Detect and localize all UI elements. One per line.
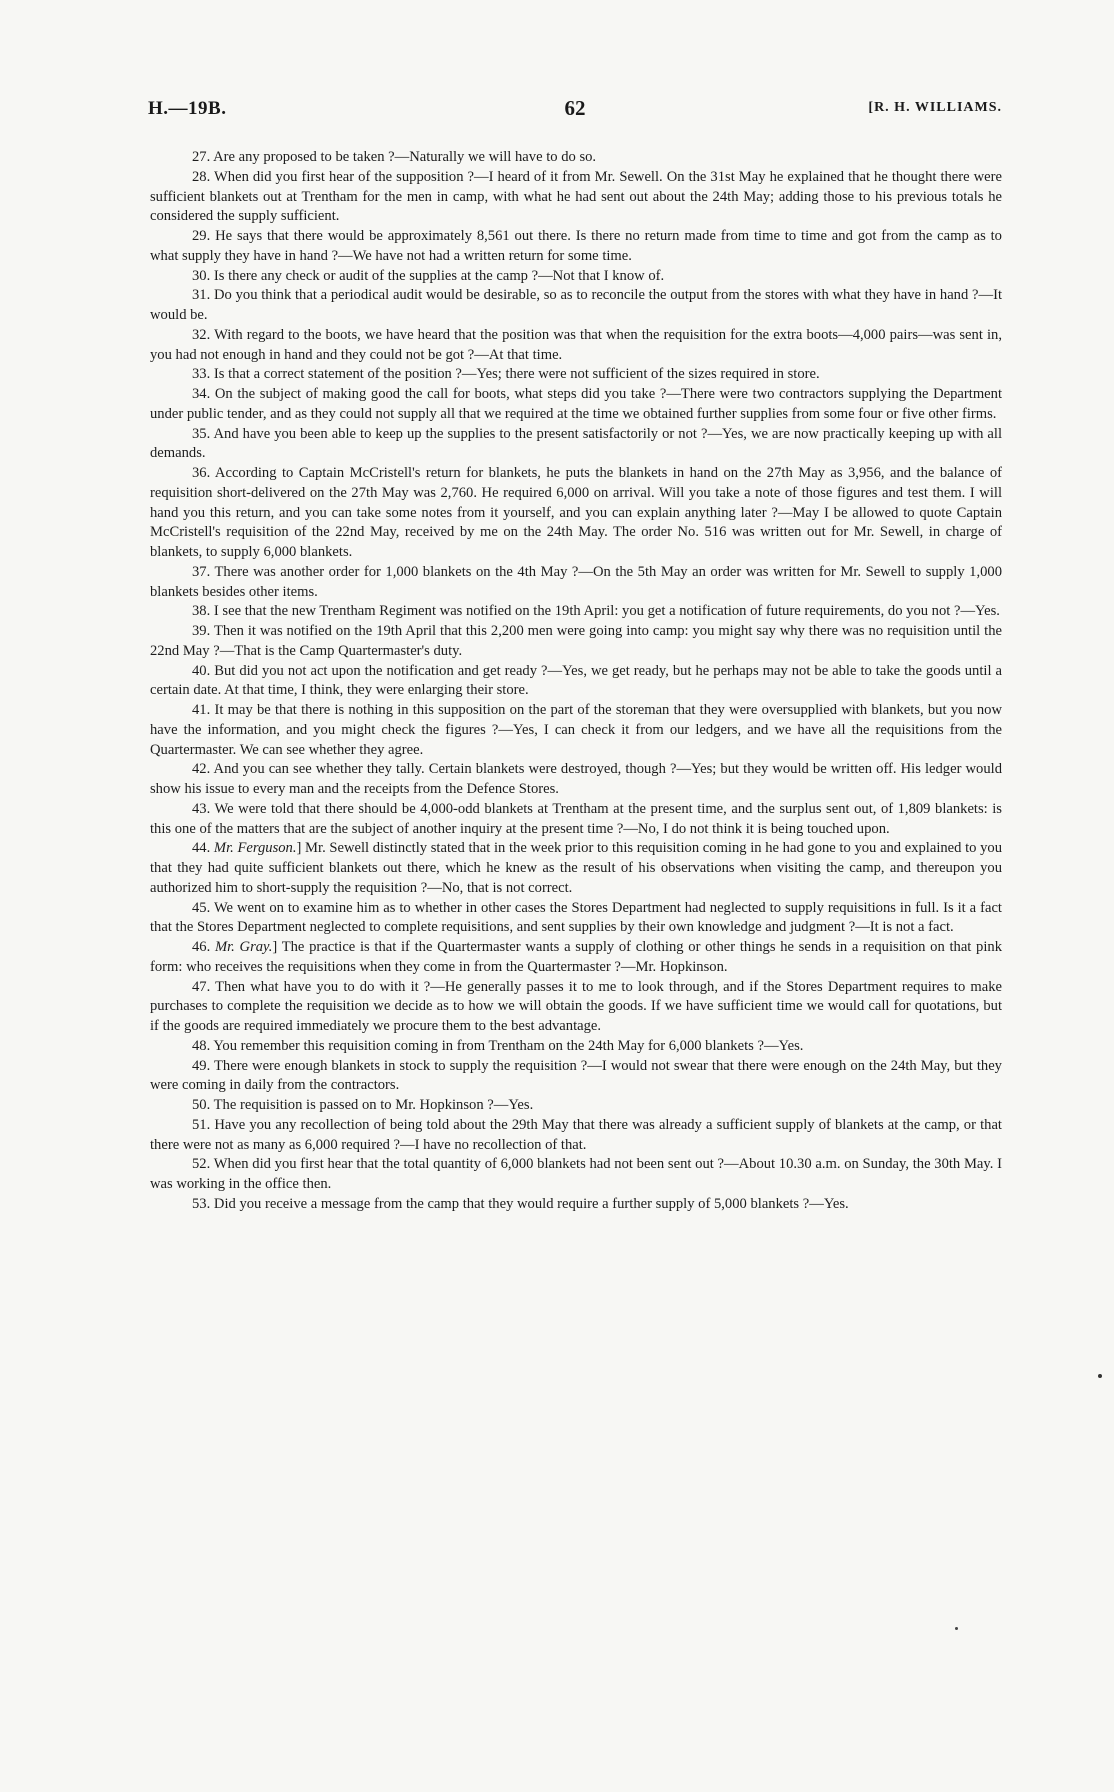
- question-number: 31.: [192, 287, 211, 304]
- question-paragraph: [150, 662, 1002, 702]
- question-text: When did you first hear that the total quantity of 6,000 blankets had not been sent out ?—About 10.30 a.m. on Sunday, the 30th May. I was working in the office then.: [150, 1156, 1002, 1192]
- question-number: 30.: [192, 267, 211, 284]
- question-text: Then it was notified on the 19th April that this 2,200 men were going into camp: you might say why there was no requisition until the 22nd May ?—That is the Camp Quartermaster's duty.: [150, 623, 1002, 659]
- question-paragraph: [150, 148, 1002, 168]
- question-number: 43.: [192, 800, 211, 817]
- page-number: 62: [564, 96, 586, 120]
- question-number: 39.: [192, 623, 211, 639]
- question-text: Is that a correct statement of the position ?—Yes; there were not sufficient of the sizes required in store.: [213, 366, 820, 383]
- question-number: 51.: [192, 1116, 211, 1133]
- question-text: On the subject of making good the call for boots, what steps did you take ?—There were two contractors supplying the Department under public tender, and as they could not supply all that we required at the time we obtained further supplies from some four or five other firms.: [150, 386, 1002, 422]
- report-code: H.—19B.: [148, 98, 227, 119]
- question-paragraph: [150, 365, 1002, 385]
- question-text: You remember this requisition coming in from Trentham on the 24th May for 6,000 blankets ?—Yes.: [213, 1037, 804, 1054]
- question-paragraph: [150, 1155, 1002, 1195]
- question-paragraph: [150, 1057, 1002, 1097]
- question-number: 52.: [192, 1156, 211, 1173]
- question-text: Have you any recollection of being told about the 29th May that there was already a sufficient supply of blankets at the camp, or that there were not as many as 6,000 required ?—I have no recollection of that.: [150, 1116, 1002, 1153]
- question-paragraph: [150, 326, 1002, 366]
- question-number: 44.: [192, 840, 211, 857]
- question-text: We were told that there should be 4,000-odd blankets at Trentham at the present time, and the surplus sent out, of 1,809 blankets: is this one of the matters that are the subject of another inquiry at the present time ?—No, I do not think it is being touched upon.: [150, 800, 1002, 837]
- question-number: 28.: [192, 168, 211, 185]
- question-paragraph: [150, 701, 1002, 760]
- question-number: 48.: [192, 1037, 211, 1054]
- question-number: 41.: [192, 702, 211, 718]
- question-text: And you can see whether they tally. Certain blankets were destroyed, though ?—Yes; but they would be written off. His ledger would show his issue to every man and the receipts from the Defence Stores.: [150, 761, 1003, 797]
- question-paragraph: [150, 168, 1002, 227]
- question-text: It may be that there is nothing in this supposition on the part of the storeman that they were oversupplied with blankets, but you now have the information, and you might check the figures ?—Yes, I can check it from our ledgers, and we have all the requisitions from the Quartermaster. We can see whether they agree.: [150, 702, 1003, 758]
- question-paragraph: [150, 622, 1002, 662]
- question-paragraph: [150, 839, 1002, 898]
- question-paragraph: [150, 800, 1002, 840]
- question-paragraph: [150, 1096, 1002, 1116]
- question-text: With regard to the boots, we have heard that the position was that when the requisition for the extra boots—4,000 pairs—was sent in, you had not enough in hand and they could not be got ?—At that time.: [150, 326, 1002, 363]
- question-number: 53.: [192, 1195, 211, 1212]
- question-paragraph: [150, 385, 1002, 425]
- print-speck: [1098, 1374, 1102, 1378]
- question-text: He says that there would be approximately 8,561 out there. Is there no return made from time to time and got from the camp as to what supply they have in hand ?—We have not had a written return for some time.: [150, 228, 1002, 264]
- question-paragraph: [150, 1195, 1002, 1215]
- question-text: Is there any check or audit of the supplies at the camp ?—Not that I know of.: [213, 267, 665, 284]
- question-number: 45.: [192, 899, 211, 916]
- question-text: But did you not act upon the notification and get ready ?—Yes, we get ready, but he perhaps may not be able to take the goods until a certain date. At that time, I think, they were enlarging their store.: [150, 662, 1002, 699]
- question-number: 36.: [192, 465, 211, 481]
- question-paragraph: [150, 1116, 1002, 1156]
- question-paragraph: [150, 563, 1002, 603]
- question-text: There was another order for 1,000 blankets on the 4th May ?—On the 5th May an order was written for Mr. Sewell to supply 1,000 blankets besides other items.: [150, 563, 1002, 600]
- question-paragraph: [150, 425, 1002, 465]
- question-paragraph: [150, 286, 1002, 326]
- question-paragraph: [150, 227, 1002, 267]
- question-number: 49.: [192, 1057, 211, 1074]
- question-number: 27.: [192, 149, 211, 165]
- question-number: 35.: [192, 425, 211, 442]
- question-paragraph: [150, 760, 1002, 800]
- question-number: 29.: [192, 228, 211, 244]
- question-number: 33.: [192, 366, 211, 383]
- speaker-label: Mr. Ferguson.]: [213, 840, 302, 857]
- question-paragraph: [150, 464, 1002, 563]
- question-number: 50.: [192, 1097, 211, 1113]
- question-number: 34.: [192, 386, 211, 402]
- question-paragraph: [150, 267, 1002, 287]
- question-text: Then what have you to do with it ?—He generally passes it to me to look through, and if the Stores Department requires to make purchases to complete the requisition we decide as to how we will obtain the goods. If we have sufficient time we would call for quotations, but if the goods are required immediately we procure them to the best advantage.: [150, 978, 1002, 1034]
- speaker-label: Mr. Gray.]: [214, 939, 278, 955]
- question-paragraph: [150, 1037, 1002, 1057]
- question-paragraph: [150, 899, 1002, 939]
- question-text: The practice is that if the Quartermaster wants a supply of clothing or other things he sends in a requisition on that pink form: who receives the requisitions when they come in from the Quartermaster ?—Mr. Hopkinson.: [150, 939, 1002, 975]
- testimony-body: [150, 148, 1002, 1215]
- page-header: [148, 98, 1002, 132]
- question-text: Are any proposed to be taken ?—Naturally we will have to do so.: [213, 149, 597, 165]
- question-number: 46.: [192, 939, 211, 955]
- question-text: According to Captain McCristell's return for blankets, he puts the blankets in hand on the 27th May as 3,956, and the balance of requisition short-delivered on the 27th May was 2,760. He required 6,000 on arrival. Will you take a note of those figures and test them. I will hand you this return, and you can take some notes from it yourself, and you can explain anything later ?—May I be allowed to quote Captain McCristell's requisition of the 22nd May, received by me on the 24th May. The order No. 516 was written out for Mr. Sewell, in charge of blankets, to supply 6,000 blankets.: [150, 465, 1003, 560]
- print-speck: [955, 1627, 958, 1630]
- question-text: Did you receive a message from the camp that they would require a further supply of 5,000 blankets ?—Yes.: [213, 1195, 849, 1212]
- question-text: I see that the new Trentham Regiment was notified on the 19th April: you get a notification of future requirements, do you not ?—Yes.: [213, 603, 1000, 620]
- question-paragraph: [150, 602, 1002, 622]
- question-text: And have you been able to keep up the supplies to the present satisfactorily or not ?—Yes, we are now practically keeping up with all demands.: [150, 425, 1003, 462]
- question-text: There were enough blankets in stock to supply the requisition ?—I would not swear that there were enough on the 24th May, but they were coming in daily from the contractors.: [150, 1057, 1002, 1094]
- question-number: 42.: [192, 761, 211, 778]
- question-text: We went on to examine him as to whether in other cases the Stores Department had neglected to supply requisitions in full. Is it a fact that the Stores Department neglected to complete requisitions, and sent supplies by their own knowledge and judgment ?—It is not a fact.: [150, 899, 1002, 936]
- question-paragraph: [150, 978, 1002, 1037]
- question-number: 47.: [192, 978, 211, 995]
- witness-name: [R. H. WILLIAMS.: [868, 100, 1002, 115]
- question-number: 37.: [192, 563, 211, 580]
- question-text: Do you think that a periodical audit would be desirable, so as to reconcile the output from the stores with what they have in hand ?—It would be.: [150, 287, 1002, 323]
- question-text: Mr. Sewell distinctly stated that in the week prior to this requisition coming in he had gone to you and explained to you that they had quite sufficient blankets out there, which he knew as the result of his observations when visiting the camp, and thereupon you authorized him to short-supply the requisition ?—No, that is not correct.: [150, 840, 1003, 896]
- question-number: 40.: [192, 662, 211, 679]
- question-number: 38.: [192, 603, 211, 620]
- question-text: The requisition is passed on to Mr. Hopkinson ?—Yes.: [213, 1097, 534, 1113]
- question-number: 32.: [192, 326, 211, 343]
- question-paragraph: [150, 938, 1002, 978]
- question-text: When did you first hear of the supposition ?—I heard of it from Mr. Sewell. On the 31st May he explained that he thought there were sufficient blankets out at Trentham for the men in camp, with what he had sent out about the 24th May; adding those to his previous totals he considered the supply sufficient.: [150, 168, 1002, 225]
